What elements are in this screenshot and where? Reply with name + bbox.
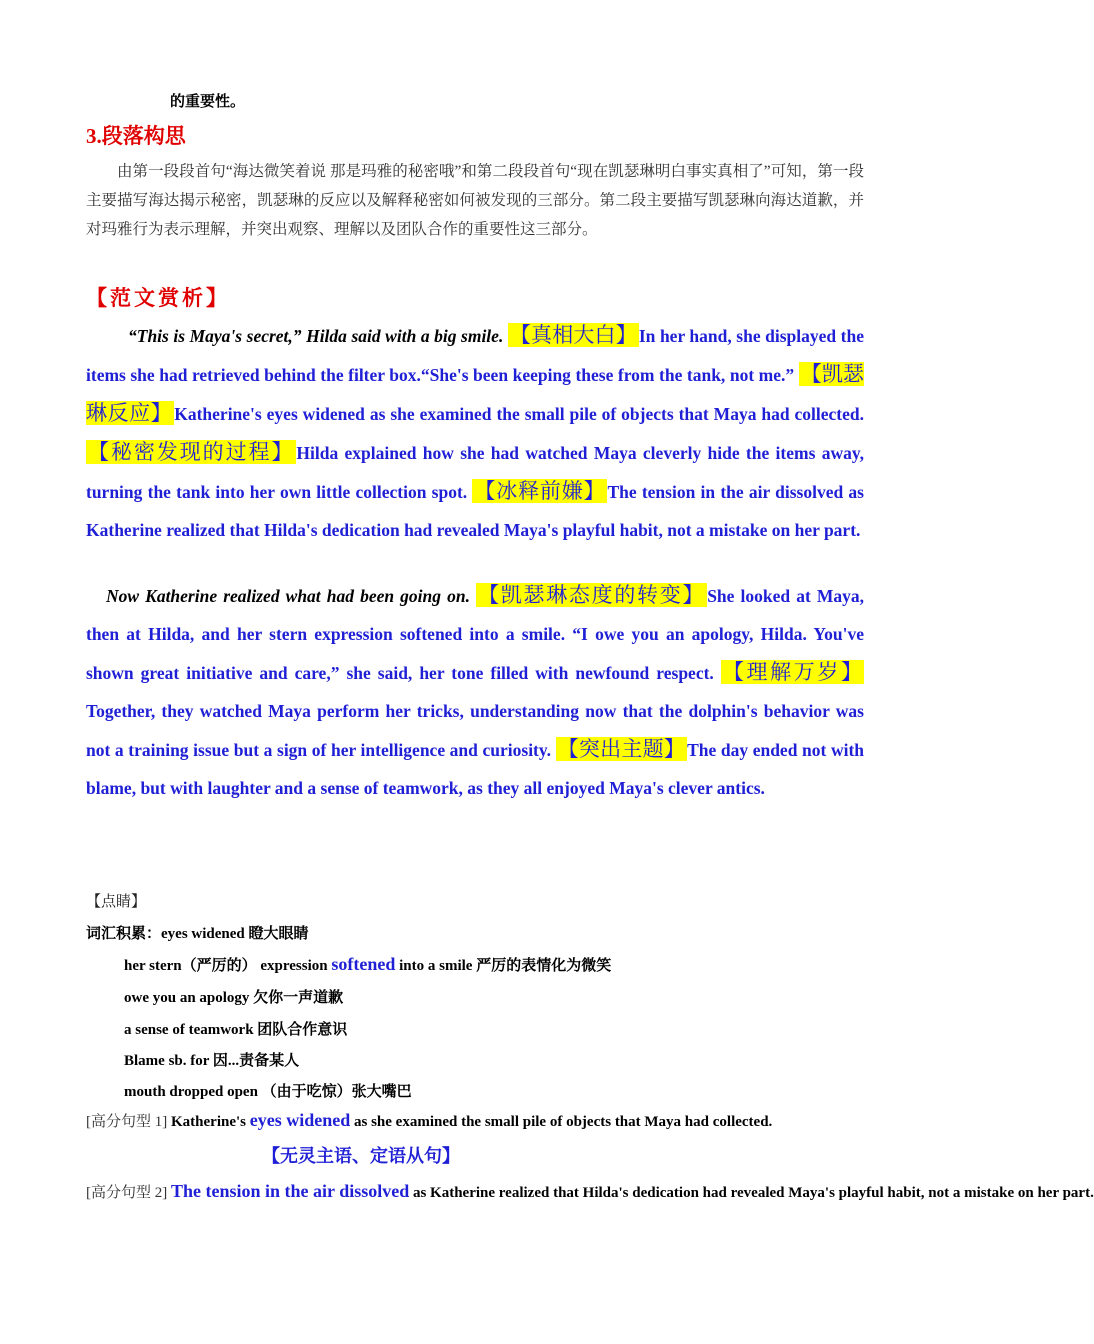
section-body: 由第一段段首句“海达微笑着说 那是玛雅的秘密哦”和第二段段首句“现在凯瑟琳明白事实真相了”可知，第一段主要描写海达揭示秘密，凯瑟琳的反应以及解释秘密如何被发现的三部分。第二段主要描写凯瑟琳向海达道歉，并对玛雅行为表示理解，并突出观察、理解以及团队合作的重要性这三部分。	[86, 163, 864, 238]
section-title: 3.段落构思	[86, 124, 186, 148]
annotation-tag: 【秘密发现的过程】	[88, 440, 295, 464]
vocab-highlight: softened	[331, 954, 396, 974]
essay-paragraph-2	[86, 576, 864, 807]
vocab-item	[124, 954, 611, 975]
annotation-tag: 【突出主题】	[557, 737, 686, 761]
vocab-item: eyes widened 瞪大眼睛	[161, 926, 309, 942]
annotation-tag: 【凯瑟琳态度的转变】	[478, 583, 706, 607]
sentence: The tension in the air dissolved as Katherine realized that Hilda's dedication had revealed Maya's playful habit, not a mistake on her part.	[86, 482, 864, 540]
annotation-tag: 【真相大白】	[509, 323, 637, 347]
essay-paragraph-1	[86, 316, 864, 549]
vocab-item: mouth dropped open （由于吃惊）张大嘴巴	[124, 1084, 412, 1100]
sentence: In her hand, she displayed the items she had retrieved behind the filter box.“She's been keeping these from the tank, not me.”	[86, 326, 865, 385]
sentence: Katherine's eyes widened as she examined the small pile of objects that Maya had collected.	[174, 404, 865, 424]
vocab-item: owe you an apology 欠你一声道歉	[124, 990, 344, 1006]
sentence: Hilda explained how she had watched Maya cleverly hide the items away, turning the tank into her own little collection spot.	[86, 443, 864, 502]
sentence: Together, they watched Maya perform her tricks, understanding now that the dolphin's behavior was not a training issue but a sign of her intelligence and curiosity.	[86, 701, 864, 760]
pattern-1	[86, 1110, 772, 1131]
paragraph-lead: “This is Maya's secret,” Hilda said with a big smile.	[128, 326, 504, 346]
vocab-item: a sense of teamwork 团队合作意识	[124, 1022, 348, 1038]
sentence: The day ended not with blame, but with laughter and a sense of teamwork, as they all enjoyed Maya's clever antics.	[86, 740, 865, 798]
annotation-tag: 【理解万岁】	[722, 660, 862, 684]
annotation-tag: 【凯瑟琳反应】	[86, 362, 864, 425]
essay-title: 【范文赏析】	[86, 286, 230, 310]
pattern-highlight: eyes widened	[249, 1110, 351, 1130]
vocab-line	[86, 922, 309, 943]
continued-line: 的重要性。	[170, 94, 246, 110]
pattern-highlight: The tension in the air dissolved	[171, 1181, 410, 1201]
pattern-label: [高分句型 2]	[86, 1185, 168, 1201]
sentence: She looked at Maya, then at Hilda, and her stern expression softened into a smile. “I owe you an apology, Hilda. You've shown great initiative and care,” she said, her tone filled with newfound respect.	[86, 586, 865, 683]
notes-heading: 【点睛】	[86, 894, 147, 910]
vocab-label: 词汇积累：	[86, 926, 162, 942]
pattern-text: as Katherine realized that Hilda's dedication had revealed Maya's playful habit, not a mistake on her part.	[409, 1185, 1094, 1201]
vocab-text: her stern（严厉的） expression	[124, 958, 332, 974]
vocab-item: Blame sb. for 因...责备某人	[124, 1053, 300, 1069]
pattern-label: [高分句型 1]	[86, 1114, 168, 1130]
vocab-text: into a smile 严厉的表情化为微笑	[395, 958, 612, 974]
pattern-text: Katherine's	[167, 1114, 250, 1130]
pattern-note: 【无灵主语、定语从句】	[262, 1146, 460, 1166]
pattern-text: as she examined the small pile of objects that Maya had collected.	[350, 1114, 773, 1130]
pattern-2	[86, 1176, 1094, 1209]
annotation-tag: 【冰释前嫌】	[474, 479, 606, 503]
paragraph-lead: Now Katherine realized what had been going on.	[106, 586, 470, 606]
